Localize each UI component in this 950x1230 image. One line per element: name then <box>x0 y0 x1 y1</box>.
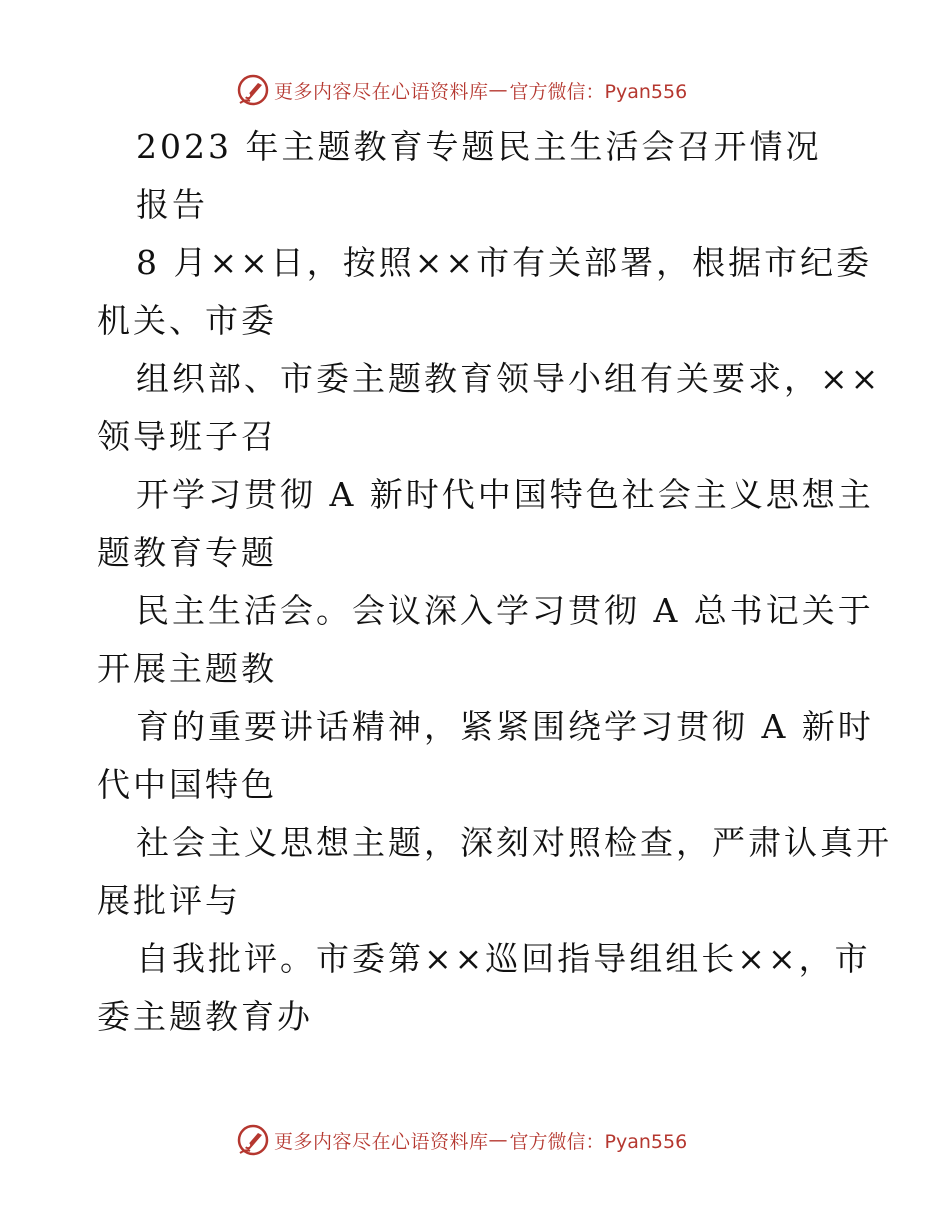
body-line: 组织部、市委主题教育领导小组有关要求，×× <box>136 359 882 398</box>
body-line: 社会主义思想主题，深刻对照检查，严肃认真开 <box>136 823 892 862</box>
banner-wechat-text: 官方微信：Pyan556 <box>509 80 688 103</box>
banner-separator: — <box>488 79 508 101</box>
body-line: 代中国特色 <box>97 765 277 804</box>
body-line: 机关、市委 <box>97 301 277 340</box>
body-line: 开学习贯彻 A 新时代中国特色社会主义思想主 <box>136 475 874 514</box>
footer-banner <box>236 1120 687 1160</box>
document-title-line-1: 2023 年主题教育专题民主生活会召开情况 <box>136 127 822 166</box>
document-title-line-2: 报告 <box>136 185 208 224</box>
header-banner <box>236 70 687 110</box>
banner-main-text: 更多内容尽在心语资料库 <box>274 80 489 103</box>
banner-main-text: 更多内容尽在心语资料库 <box>274 1130 489 1153</box>
body-line: 8 月××日，按照××市有关部署，根据市纪委 <box>136 243 873 282</box>
pen-nib-logo-icon <box>236 73 270 107</box>
body-line: 委主题教育办 <box>97 997 313 1036</box>
body-line: 领导班子召 <box>97 417 277 456</box>
body-line: 育的重要讲话精神，紧紧围绕学习贯彻 A 新时 <box>136 707 874 746</box>
body-line: 民主生活会。会议深入学习贯彻 A 总书记关于 <box>136 591 874 630</box>
pen-nib-logo-icon <box>236 1123 270 1157</box>
banner-separator: — <box>488 1129 508 1151</box>
body-line: 展批评与 <box>97 881 241 920</box>
body-line: 开展主题教 <box>97 649 277 688</box>
body-line: 自我批评。市委第××巡回指导组组长××，市 <box>136 939 871 978</box>
banner-wechat-text: 官方微信：Pyan556 <box>509 1130 688 1153</box>
body-line: 题教育专题 <box>97 533 277 572</box>
